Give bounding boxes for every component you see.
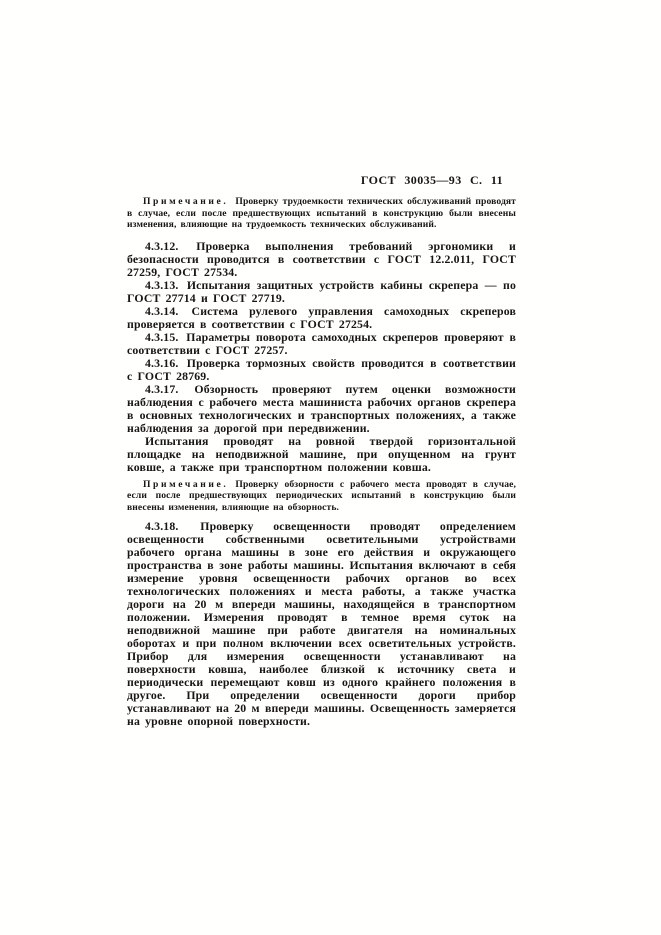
clause-4-3-13-text: Испытания защитных устройств кабины скрепера — по ГОСТ 27714 и ГОСТ 27719. (127, 277, 517, 305)
clause-4-3-17-number: 4.3.17. (145, 381, 179, 396)
clause-4-3-12-number: 4.3.12. (145, 238, 179, 253)
clause-4-3-12-text: Проверка выполнения требований эргономики и безопасности проводится в соответствии с ГОСТ 12.2.011, ГОСТ 27259, ГОСТ 27534. (127, 238, 516, 279)
note-2-text: Проверку обзорности с рабочего места проводят в случае, если после предшествующих периодических испытаний в конструкцию были внесены изменения, влияющие на обзорность. (127, 478, 516, 513)
running-header: ГОСТ 30035—93 С. 11 (360, 173, 503, 187)
clause-4-3-12 (127, 240, 516, 279)
clause-4-3-18 (127, 520, 516, 728)
clause-4-3-16 (127, 357, 516, 383)
clause-4-3-16-number: 4.3.16. (145, 355, 179, 370)
note-1-label: Примечание. (143, 196, 229, 207)
clause-4-3-14-text: Система рулевого управления самоходных скреперов проверяется в соответствии с ГОСТ 27254. (127, 303, 516, 331)
paragraph-test-conditions-text: Испытания проводят на ровной твердой горизонтальной площадке на неподвижной машине, при опущенном на грунт ковше, а также при транспортном положении ковша. (127, 433, 516, 474)
clause-4-3-15 (127, 331, 516, 357)
clause-4-3-14-number: 4.3.14. (145, 303, 179, 318)
note-2-label: Примечание. (143, 478, 229, 490)
clause-4-3-18-number: 4.3.18. (145, 519, 179, 533)
note-2 (127, 479, 516, 514)
clause-4-3-18-text: Проверку освещенности проводят определением освещенности собственными осветительными устройствами рабочего органа машины в зоне его действия и окружающего пространства в зоне работы машины. Испытания включают в себя измерение уровня освещенности рабочих органов во всех технологических положениях и места работы, а также участка дороги на 20 м впереди машины, находящейся в транспортном положении. Измерения проводят в темное время суток на неподвижной машине при работе двигателя на номинальных оборотах и при полном включении всех осветительных устройств. Прибор для измерения освещенности устанавливают на поверхности ковша, наиболее близкой к источнику света и периодически перемещают ковш из одного крайнего положения в другое. При определении освещенности дороги прибор устанавливают на 20 м впереди машины. Освещенность замеряется на уровне опорной поверхности. (127, 519, 516, 728)
paragraph-test-conditions (127, 435, 516, 474)
clause-4-3-17 (127, 383, 516, 435)
clause-4-3-13-number: 4.3.13. (145, 277, 179, 292)
page-content (127, 174, 516, 728)
clause-4-3-15-text: Параметры поворота самоходных скреперов проверяют в соответствии с ГОСТ 27257. (127, 329, 516, 357)
clause-4-3-16-text: Проверка тормозных свойств проводится в соответствии с ГОСТ 28769. (127, 355, 516, 383)
clause-4-3-14 (127, 305, 516, 331)
note-1-text: Проверку трудоемкости технических обслуживаний проводят в случае, если после предшествующих испытаний в конструкцию были внесены изменения, влияющие на трудоемкость технических обслуживаний. (127, 196, 516, 230)
note-1 (127, 196, 516, 231)
clause-4-3-17-text: Обзорность проверяют путем оценки возможности наблюдения с рабочего места машиниста рабочих органов скрепера в основных технологических и транспортных положениях, а также наблюдения за дорогой при передвижении. (127, 381, 516, 435)
clause-4-3-15-number: 4.3.15. (145, 329, 179, 344)
clause-4-3-13 (127, 279, 516, 305)
